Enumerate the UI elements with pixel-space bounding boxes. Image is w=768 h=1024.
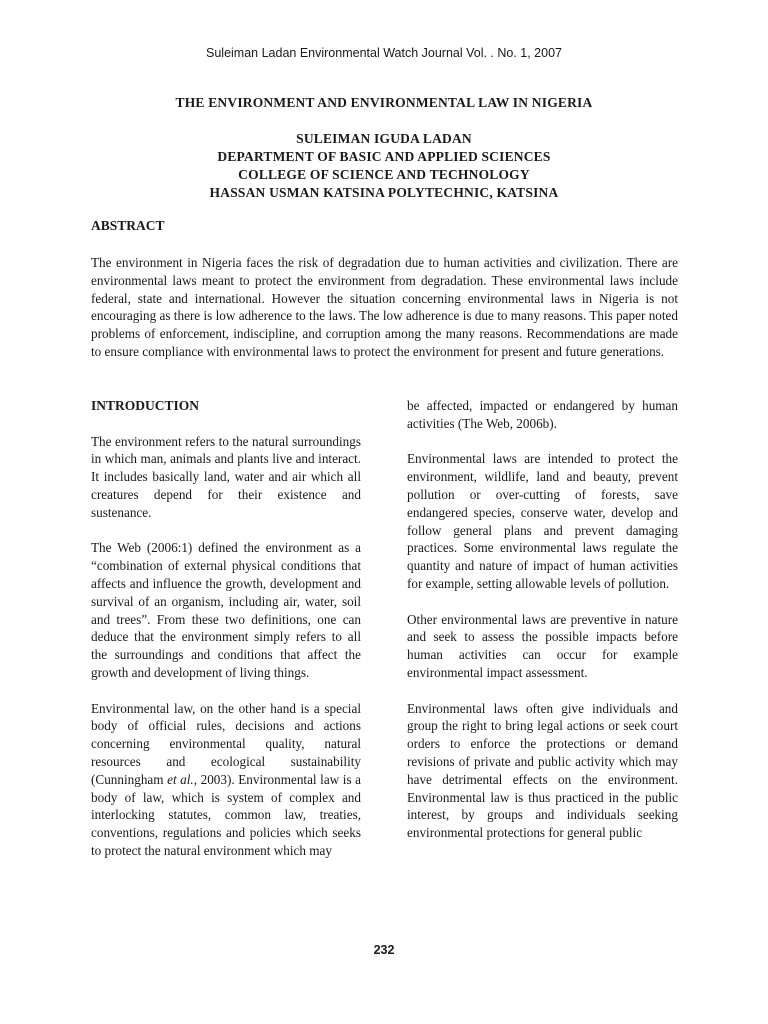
author-department: DEPARTMENT OF BASIC AND APPLIED SCIENCES xyxy=(217,149,551,164)
left-column xyxy=(91,397,361,878)
introduction-heading: INTRODUCTION xyxy=(91,398,200,413)
author-block xyxy=(0,130,768,202)
right-column xyxy=(407,397,678,860)
intro-paragraph-1: The environment refers to the natural surroundings in which man, animals and plants live and interact. It includes basically land, water and air which all creatures depend for their existence and sustenance. xyxy=(91,433,361,520)
abstract-text: The environment in Nigeria faces the risk of degradation due to human activities and civilization. There are environmental laws meant to protect the environment from degradation. These environmental laws include federal, state and international. However the situation concerning environmental laws in Nigeria is not encouraging as there is low adherence to the laws. The low adherence is due to many reasons. This paper noted problems of enforcement, indiscipline, and corruption among the many reasons. Recommendations are made to ensure compliance with environmental laws to protect the environment for present and future generations. xyxy=(91,255,678,359)
author-name: SULEIMAN IGUDA LADAN xyxy=(296,131,472,146)
page-number: 232 xyxy=(373,943,395,957)
intro-paragraph-3 xyxy=(91,700,361,860)
right-paragraph-1: be affected, impacted or endangered by human activities (The Web, 2006b). xyxy=(407,398,678,431)
et-al-italic: et al., xyxy=(167,771,198,787)
title-block xyxy=(0,94,768,202)
right-paragraph-3: Other environmental laws are preventive in nature and seek to assess the possible impacts before human activities can occur for example environmental impact assessment. xyxy=(407,611,678,680)
intro-paragraph-2: The Web (2006:1) defined the environment as a “combination of external physical conditions that affects and influence the growth, development and survival of an organism, including air, water, soil and trees”. From these two definitions, one can deduce that the environment simply refers to all the surroundings and conditions that affect the growth and development of living things. xyxy=(91,540,361,680)
author-college: COLLEGE OF SCIENCE AND TECHNOLOGY xyxy=(238,167,530,182)
author-institution: HASSAN USMAN KATSINA POLYTECHNIC, KATSINA xyxy=(209,185,559,200)
intro-paragraph-3-start: Environmental law, on the other hand is a special body of official rules, decisions and actions concerning environmental quality, natural resources and ecological sustainability (Cunningham xyxy=(91,700,361,787)
right-paragraph-2: Environmental laws are intended to protect the environment, wildlife, land and beauty, prevent pollution or over-cutting of forests, save endangered species, conserve water, develop and follow general plans and prevent damaging practices. Some environmental laws regulate the quantity and nature of impact of human activities for example, setting allowable levels of pollution. xyxy=(407,451,678,591)
running-head: Suleiman Ladan Environmental Watch Journal Vol. . No. 1, 2007 xyxy=(206,46,562,60)
intro-paragraph-3-end: 2003). Environmental law is a body of law, which is system of complex and interlocking statutes, common law, treaties, conventions, regulations and policies which seeks to protect the natural environment which may xyxy=(91,771,361,858)
right-paragraph-4: Environmental laws often give individuals and group the right to bring legal actions or seek court orders to enforce the protections or demand revisions of private and public activity which may have detrimental effects on the environment. Environmental law is thus practiced in the public interest, by groups and individuals seeking environmental protections for general public xyxy=(407,700,678,841)
paper-title: THE ENVIRONMENT AND ENVIRONMENTAL LAW IN NIGERIA xyxy=(175,95,593,110)
abstract-heading: ABSTRACT xyxy=(91,218,165,233)
